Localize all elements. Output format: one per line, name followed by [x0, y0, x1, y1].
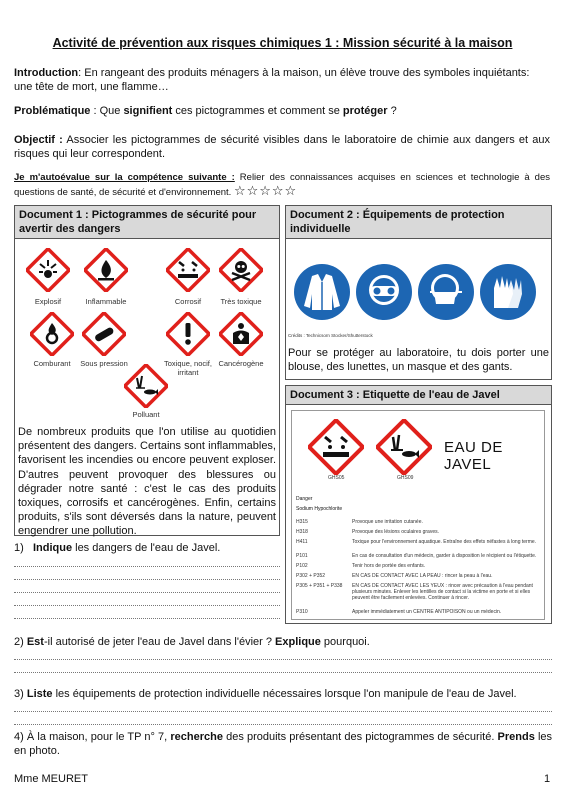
- statement-code: P302 + P352: [296, 573, 326, 579]
- doc2-credit: Crédits : Technicsorn Stocker/Shutterstock: [288, 333, 373, 338]
- safety-goggles-icon: [356, 264, 412, 320]
- corrosive-icon: [166, 248, 210, 292]
- answer-line[interactable]: [14, 605, 280, 606]
- answer-line[interactable]: [14, 724, 552, 725]
- question-verb: Explique: [275, 636, 321, 648]
- statement-text: Provoque une irritation cutanée.: [352, 519, 423, 525]
- doc2-text: Pour se protéger au laboratoire, tu dois porter une blouse, des lunettes, un masque et des gants.: [288, 347, 549, 373]
- rating-stars[interactable]: ☆☆☆☆☆: [233, 183, 298, 198]
- question-3: [14, 687, 554, 701]
- corrosive-icon: [308, 419, 364, 480]
- answer-line[interactable]: [14, 618, 280, 619]
- explosive-icon: [26, 248, 70, 292]
- lab-coat-icon: [294, 264, 350, 320]
- pictogram-label: Toxique, nocif, irritant: [164, 359, 212, 377]
- ghs-code: GHS09: [397, 475, 414, 481]
- problem-text-1: : Que: [90, 105, 124, 117]
- intro-text: : En rangeant des produits ménagers à la maison, un élève trouve des symboles inquiétants: une tête de mort, une flamme…: [14, 67, 530, 93]
- answer-line[interactable]: [14, 711, 552, 712]
- environment-icon: [124, 364, 168, 408]
- pictogram-label: Cancérogène: [218, 359, 264, 368]
- doc3-header: Document 3 : Etiquette de l'eau de Javel: [286, 386, 551, 405]
- statement-text: Provoque des lésions oculaires graves.: [352, 529, 439, 535]
- problem-statement: [14, 104, 550, 118]
- health-hazard-icon: [219, 312, 263, 356]
- question-number: 4): [14, 731, 24, 743]
- statement-text: EN CAS DE CONTACT AVEC LES YEUX : rincer avec précaution à l'eau pendant plusieurs minutes. Enlever les lentilles de contact si la victime en porte et si elles peuvent être facilement enlevées. Continuer à rincer.: [352, 583, 533, 601]
- page-title: Activité de prévention aux risques chimiques 1 : Mission sécurité à la maison: [52, 36, 513, 50]
- signal-word: Danger: [296, 496, 313, 502]
- question-text: À la maison, pour le TP n° 7,: [26, 731, 171, 743]
- answer-line[interactable]: [14, 659, 552, 660]
- answer-line[interactable]: [14, 566, 280, 567]
- selfeval-text: Relier des connaissances acquises en sciences et technologie à des questions de santé, de sécurité et d'environnement.: [14, 172, 550, 198]
- statement-code: P102: [296, 563, 308, 569]
- question-1: [14, 541, 220, 555]
- statement-text: EN CAS DE CONTACT AVEC LA PEAU : rincer la peau à l'eau.: [352, 573, 493, 579]
- introduction: [14, 66, 550, 94]
- question-text: pourquoi.: [320, 636, 370, 648]
- self-evaluation: [14, 171, 550, 199]
- problem-label: Problématique: [14, 105, 91, 117]
- objective-label: Objectif :: [14, 134, 63, 146]
- pictogram-label: Corrosif: [174, 297, 202, 306]
- pictogram-label: Très toxique: [220, 297, 262, 306]
- question-text: des produits présentant des pictogrammes de sécurité.: [222, 731, 498, 743]
- environment-icon: [376, 419, 432, 480]
- objective: [14, 133, 550, 161]
- question-verb: Est: [26, 636, 44, 648]
- problem-keyword-2: protéger: [342, 105, 388, 117]
- statement-code: H315: [296, 519, 308, 525]
- statement-text: Appeler immédiatement un CENTRE ANTIPOISON ou un médecin.: [352, 609, 502, 615]
- pictogram-label: Sous pression: [80, 359, 128, 368]
- statement-code: P101: [296, 553, 308, 559]
- question-text: les en photo.: [14, 731, 553, 757]
- face-mask-icon: [418, 264, 474, 320]
- question-verb: recherche: [170, 731, 223, 743]
- javel-label: [291, 410, 545, 620]
- gas-cylinder-icon: [82, 312, 126, 356]
- statement-text: Toxique pour l'environnement aquatique. Entraîne des effets néfastes à long terme.: [352, 539, 537, 545]
- answer-line[interactable]: [14, 672, 552, 673]
- question-4: [14, 730, 552, 758]
- question-verb: Indique: [32, 542, 73, 554]
- answer-line[interactable]: [14, 579, 280, 580]
- problem-text-2: ces pictogrammes et comment se: [172, 105, 343, 117]
- question-number: 3): [14, 688, 24, 700]
- ghs-code: GHS05: [328, 475, 345, 481]
- gloves-icon: [480, 264, 536, 320]
- footer-author: Mme MEURET: [14, 773, 88, 785]
- pictogram-label: Polluant: [132, 410, 160, 419]
- question-text: les dangers de l'eau de Javel.: [72, 542, 221, 554]
- doc1-header: Document 1 : Pictogrammes de sécurité pour avertir des dangers: [15, 206, 279, 239]
- question-number: 2): [14, 636, 24, 648]
- substance-name: Sodium Hypochlorite: [296, 506, 343, 512]
- statement-code: P305 + P351 + P338: [296, 583, 343, 589]
- question-number: 1): [14, 542, 24, 554]
- pictogram-label: Explosif: [34, 297, 62, 306]
- skull-icon: [219, 248, 263, 292]
- statement-code: H318: [296, 529, 308, 535]
- objective-text: Associer les pictogrammes de sécurité visibles dans le laboratoire de chimie aux dangers et aux risques qui leur correspondent.: [14, 134, 550, 160]
- question-text: les équipements de protection individuelle nécessaires lorsque l'on manipule de l'eau de Javel.: [52, 688, 517, 700]
- statement-text: Tenir hors de portée des enfants.: [352, 563, 426, 569]
- oxidizer-icon: [30, 312, 74, 356]
- statement-code: H411: [296, 539, 308, 545]
- doc2-header: Document 2 : Équipements de protection individuelle: [286, 206, 551, 239]
- product-name: EAU DE JAVEL: [444, 439, 503, 473]
- pictogram-label: Comburant: [33, 359, 71, 368]
- selfeval-label: Je m'autoévalue sur la compétence suivante :: [14, 172, 235, 183]
- question-text: -il autorisé de jeter l'eau de Javel dans l'évier ?: [43, 636, 276, 648]
- page-number: 1: [544, 773, 551, 785]
- problem-text-3: ?: [387, 105, 397, 117]
- question-verb: Liste: [26, 688, 53, 700]
- question-2: [14, 635, 554, 649]
- flame-icon: [84, 248, 128, 292]
- answer-line[interactable]: [14, 592, 280, 593]
- exclamation-icon: [166, 312, 210, 356]
- statement-text: En cas de consultation d'un médecin, garder à disposition le récipient ou l'étiquette.: [352, 553, 537, 559]
- intro-label: Introduction: [14, 67, 79, 79]
- pictogram-label: Inflammable: [85, 297, 127, 306]
- problem-keyword-1: signifient: [123, 105, 173, 117]
- statement-code: P310: [296, 609, 308, 615]
- doc1-text: De nombreux produits que l'on utilise au quotidien présentent des dangers. Certains sont inflammables, favorisent les incendies ou encore peuvent exploser. D'autres peuvent provoquer des blessures ou dégrader notre santé : c'est le cas des produits toxiques, corrosifs et cancérogènes. Enfin, certains produits, s'ils sont déversés dans la nature, peuvent engendrer une pollution.: [18, 426, 276, 538]
- question-verb: Prends: [497, 731, 535, 743]
- ppe-image: [290, 260, 547, 330]
